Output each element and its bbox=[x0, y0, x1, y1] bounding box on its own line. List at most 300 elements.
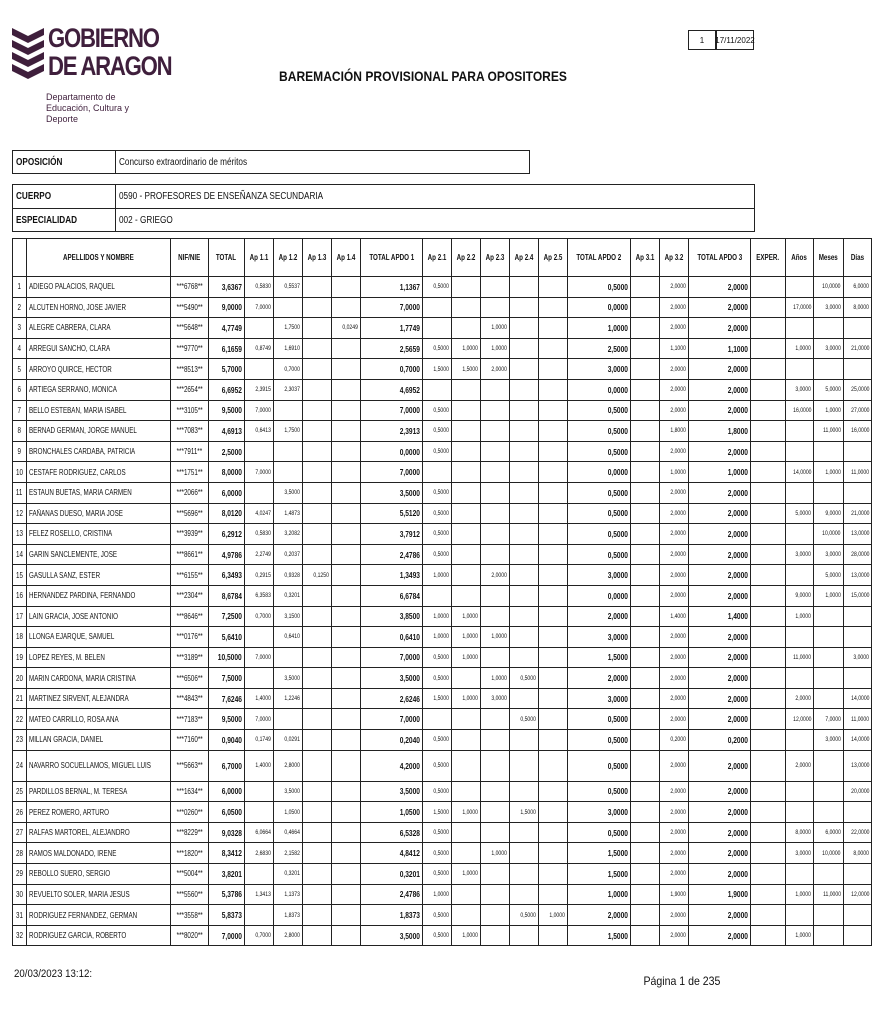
table-cell: 6,0000 bbox=[208, 781, 244, 802]
table-cell bbox=[273, 647, 302, 668]
name-cell: RAMOS MALDONADO, IRENE bbox=[26, 843, 170, 864]
table-cell: 2,0000 bbox=[688, 503, 751, 524]
table-cell: ***5696** bbox=[170, 503, 208, 524]
table-cell: 1,0000 bbox=[481, 318, 510, 339]
table-cell: 0,0249 bbox=[331, 318, 360, 339]
table-cell bbox=[244, 627, 273, 648]
table-cell: 2,0000 bbox=[688, 544, 751, 565]
table-cell bbox=[510, 750, 539, 781]
table-cell: 1,4873 bbox=[273, 503, 302, 524]
table-cell: 0,5000 bbox=[568, 421, 631, 442]
table-cell: 2,8000 bbox=[273, 750, 302, 781]
table-cell bbox=[302, 864, 331, 885]
table-cell bbox=[630, 668, 659, 689]
table-cell bbox=[331, 359, 360, 380]
table-cell: 3,0000 bbox=[814, 544, 843, 565]
table-cell: 5,0000 bbox=[814, 565, 843, 586]
row-index-cell: 9 bbox=[13, 441, 27, 462]
table-cell bbox=[302, 606, 331, 627]
table-cell: 1,0000 bbox=[659, 462, 688, 483]
table-cell bbox=[302, 277, 331, 298]
table-cell bbox=[423, 709, 452, 730]
table-cell: ***1820** bbox=[170, 843, 208, 864]
table-cell: 3,0000 bbox=[568, 627, 631, 648]
table-cell bbox=[481, 802, 510, 823]
table-row bbox=[13, 843, 872, 864]
row-index-cell: 12 bbox=[13, 503, 27, 524]
table-cell bbox=[244, 318, 273, 339]
table-cell: 0,5000 bbox=[568, 277, 631, 298]
table-cell bbox=[331, 688, 360, 709]
table-cell: 14,0000 bbox=[785, 462, 814, 483]
table-cell bbox=[539, 627, 568, 648]
table-cell: 3,5000 bbox=[273, 781, 302, 802]
table-cell bbox=[539, 750, 568, 781]
table-cell bbox=[273, 297, 302, 318]
table-cell: 2,0000 bbox=[659, 441, 688, 462]
table-cell bbox=[539, 822, 568, 843]
row-index-cell: 14 bbox=[13, 544, 27, 565]
table-cell: 2,0000 bbox=[481, 565, 510, 586]
table-cell: 0,5000 bbox=[568, 524, 631, 545]
table-cell: 1,0000 bbox=[481, 627, 510, 648]
table-cell: 22,0000 bbox=[843, 822, 872, 843]
table-cell: 0,5000 bbox=[568, 544, 631, 565]
table-cell bbox=[751, 297, 785, 318]
table-cell bbox=[302, 379, 331, 400]
column-header bbox=[13, 239, 27, 277]
table-cell: ***6155** bbox=[170, 565, 208, 586]
table-cell bbox=[331, 750, 360, 781]
table-cell bbox=[785, 318, 814, 339]
table-cell: ***7183** bbox=[170, 709, 208, 730]
table-cell bbox=[331, 544, 360, 565]
table-cell bbox=[630, 524, 659, 545]
table-cell bbox=[452, 297, 481, 318]
row-index-cell: 25 bbox=[13, 781, 27, 802]
table-cell: ***5663** bbox=[170, 750, 208, 781]
table-cell: 3,7912 bbox=[360, 524, 423, 545]
table-cell: 2,0000 bbox=[659, 802, 688, 823]
table-cell bbox=[751, 884, 785, 905]
table-cell: 3,0000 bbox=[785, 379, 814, 400]
table-cell: 2,0000 bbox=[659, 925, 688, 946]
table-cell bbox=[510, 565, 539, 586]
table-cell: 2,0000 bbox=[659, 750, 688, 781]
name-cell: HERNANDEZ PARDINA, FERNANDO bbox=[26, 585, 170, 606]
table-cell: 1,5000 bbox=[568, 843, 631, 864]
table-cell: 2,0000 bbox=[688, 627, 751, 648]
table-cell: 0,7000 bbox=[244, 606, 273, 627]
table-cell: 2,0000 bbox=[785, 688, 814, 709]
table-cell bbox=[843, 606, 872, 627]
table-cell bbox=[630, 802, 659, 823]
table-cell bbox=[510, 379, 539, 400]
table-cell bbox=[510, 544, 539, 565]
table-cell: 2,0000 bbox=[688, 822, 751, 843]
column-header: Días bbox=[843, 239, 872, 277]
table-cell: ***1634** bbox=[170, 781, 208, 802]
table-cell bbox=[539, 544, 568, 565]
table-cell: 0,5537 bbox=[273, 277, 302, 298]
table-cell: 0,5000 bbox=[423, 421, 452, 442]
table-cell bbox=[751, 544, 785, 565]
name-cell: ESTAUN BUETAS, MARIA CARMEN bbox=[26, 482, 170, 503]
table-cell: 0,5000 bbox=[423, 750, 452, 781]
baremacion-table bbox=[12, 238, 872, 946]
name-cell: ARTIEGA SERRANO, MONICA bbox=[26, 379, 170, 400]
table-cell bbox=[423, 297, 452, 318]
table-cell: 0,5000 bbox=[423, 482, 452, 503]
table-cell: 8,0000 bbox=[843, 843, 872, 864]
column-header: TOTAL APDO 1 bbox=[360, 239, 423, 277]
table-cell bbox=[751, 359, 785, 380]
table-cell bbox=[751, 400, 785, 421]
table-cell bbox=[302, 688, 331, 709]
column-header: TOTAL bbox=[208, 239, 244, 277]
column-header: NIF/NIE bbox=[170, 239, 208, 277]
name-cell: ARREGUI SANCHO, CLARA bbox=[26, 338, 170, 359]
table-cell bbox=[452, 482, 481, 503]
table-cell: 1,4000 bbox=[659, 606, 688, 627]
table-cell: 0,5830 bbox=[244, 277, 273, 298]
logo-text-gobierno: GOBIERNO bbox=[48, 23, 159, 53]
table-cell bbox=[630, 585, 659, 606]
table-cell: 14,0000 bbox=[843, 688, 872, 709]
table-cell: 5,8373 bbox=[208, 905, 244, 926]
table-cell: 0,8749 bbox=[244, 338, 273, 359]
table-cell: 2,0000 bbox=[568, 668, 631, 689]
row-index-cell: 28 bbox=[13, 843, 27, 864]
table-cell bbox=[751, 441, 785, 462]
table-cell: 2,0000 bbox=[659, 565, 688, 586]
table-cell bbox=[630, 905, 659, 926]
name-cell: GASULLA SANZ, ESTER bbox=[26, 565, 170, 586]
table-cell bbox=[452, 781, 481, 802]
table-cell bbox=[785, 277, 814, 298]
table-cell: 3,0000 bbox=[568, 359, 631, 380]
table-cell: ***8020** bbox=[170, 925, 208, 946]
table-cell bbox=[331, 524, 360, 545]
table-cell bbox=[843, 318, 872, 339]
table-cell: 0,5000 bbox=[568, 781, 631, 802]
table-row bbox=[13, 359, 872, 380]
table-cell bbox=[302, 730, 331, 751]
table-cell: 3,0000 bbox=[814, 338, 843, 359]
table-cell: 11,0000 bbox=[843, 709, 872, 730]
table-row bbox=[13, 400, 872, 421]
table-cell: 5,6410 bbox=[208, 627, 244, 648]
table-cell bbox=[244, 482, 273, 503]
table-cell: 2,0000 bbox=[688, 318, 751, 339]
table-cell bbox=[751, 647, 785, 668]
table-cell bbox=[630, 864, 659, 885]
table-cell: 1,0000 bbox=[539, 905, 568, 926]
table-cell bbox=[481, 925, 510, 946]
table-cell bbox=[452, 843, 481, 864]
table-cell bbox=[814, 781, 843, 802]
table-cell: 1,0000 bbox=[785, 884, 814, 905]
table-cell: 2,0000 bbox=[688, 524, 751, 545]
table-cell: 10,0000 bbox=[814, 843, 843, 864]
table-cell bbox=[630, 277, 659, 298]
table-cell: 7,0000 bbox=[244, 400, 273, 421]
table-cell bbox=[302, 709, 331, 730]
table-cell: 7,0000 bbox=[360, 400, 423, 421]
table-cell: 3,0000 bbox=[814, 297, 843, 318]
table-cell: 8,6784 bbox=[208, 585, 244, 606]
table-cell: 9,0000 bbox=[785, 585, 814, 606]
table-cell: 0,0000 bbox=[360, 441, 423, 462]
table-cell: 2,0000 bbox=[659, 400, 688, 421]
table-cell bbox=[331, 277, 360, 298]
name-cell: ADIEGO PALACIOS, RAQUEL bbox=[26, 277, 170, 298]
table-cell: 28,0000 bbox=[843, 544, 872, 565]
table-cell bbox=[302, 482, 331, 503]
table-cell bbox=[510, 524, 539, 545]
logo-department: Departamento de Educación, Cultura y Deporte bbox=[46, 92, 130, 124]
table-cell bbox=[331, 709, 360, 730]
table-cell bbox=[331, 400, 360, 421]
table-cell bbox=[539, 884, 568, 905]
footer-timestamp: 20/03/2023 13:12: bbox=[14, 968, 93, 980]
table-cell: 1,5000 bbox=[452, 359, 481, 380]
table-cell: 2,0000 bbox=[659, 318, 688, 339]
column-header: Ap 2.1 bbox=[423, 239, 452, 277]
table-cell bbox=[630, 503, 659, 524]
table-cell: 1,2246 bbox=[273, 688, 302, 709]
table-cell: 1,3493 bbox=[360, 565, 423, 586]
table-cell bbox=[751, 802, 785, 823]
table-cell: 1,9000 bbox=[688, 884, 751, 905]
table-cell bbox=[751, 905, 785, 926]
table-cell: 1,8373 bbox=[273, 905, 302, 926]
table-cell bbox=[481, 730, 510, 751]
table-cell bbox=[751, 565, 785, 586]
table-cell bbox=[331, 627, 360, 648]
table-cell: ***8229** bbox=[170, 822, 208, 843]
table-row bbox=[13, 297, 872, 318]
table-cell bbox=[843, 864, 872, 885]
table-cell: ***1751** bbox=[170, 462, 208, 483]
table-cell bbox=[302, 843, 331, 864]
table-cell: 1,0000 bbox=[452, 606, 481, 627]
table-cell: ***4843** bbox=[170, 688, 208, 709]
table-cell: 0,5000 bbox=[568, 503, 631, 524]
table-cell bbox=[510, 482, 539, 503]
table-cell: 0,2040 bbox=[360, 730, 423, 751]
table-cell bbox=[539, 925, 568, 946]
table-row bbox=[13, 482, 872, 503]
table-cell bbox=[452, 668, 481, 689]
table-cell: 0,1749 bbox=[244, 730, 273, 751]
table-cell bbox=[481, 462, 510, 483]
table-cell bbox=[302, 668, 331, 689]
table-cell: 9,5000 bbox=[208, 709, 244, 730]
table-cell bbox=[539, 606, 568, 627]
table-cell: 2,0000 bbox=[688, 905, 751, 926]
table-cell bbox=[302, 524, 331, 545]
table-cell bbox=[331, 730, 360, 751]
table-cell: 4,2000 bbox=[360, 750, 423, 781]
table-cell: 0,7000 bbox=[273, 359, 302, 380]
table-cell bbox=[331, 441, 360, 462]
table-cell: 1,0000 bbox=[452, 647, 481, 668]
table-cell bbox=[302, 750, 331, 781]
table-cell bbox=[331, 606, 360, 627]
table-cell bbox=[785, 668, 814, 689]
table-cell bbox=[302, 338, 331, 359]
table-cell bbox=[751, 864, 785, 885]
table-row bbox=[13, 688, 872, 709]
table-cell: 1,0000 bbox=[568, 884, 631, 905]
table-cell bbox=[539, 297, 568, 318]
table-cell: 0,5000 bbox=[423, 781, 452, 802]
oposicion-value: Concurso extraordinario de méritos bbox=[119, 156, 248, 168]
table-cell: 0,3201 bbox=[360, 864, 423, 885]
table-row bbox=[13, 709, 872, 730]
table-cell: 2,0000 bbox=[688, 585, 751, 606]
table-cell bbox=[481, 781, 510, 802]
table-cell: 0,5000 bbox=[423, 647, 452, 668]
table-cell bbox=[751, 318, 785, 339]
table-cell bbox=[785, 482, 814, 503]
table-cell bbox=[510, 400, 539, 421]
table-cell: 4,8412 bbox=[360, 843, 423, 864]
name-cell: RALFAS MARTOREL, ALEJANDRO bbox=[26, 822, 170, 843]
table-cell bbox=[510, 925, 539, 946]
table-cell bbox=[452, 318, 481, 339]
row-index-cell: 15 bbox=[13, 565, 27, 586]
footer-page-count: Página 1 de 235 bbox=[643, 974, 720, 988]
table-cell bbox=[539, 338, 568, 359]
table-cell: 0,5000 bbox=[423, 524, 452, 545]
oposicion-box bbox=[12, 150, 530, 174]
table-cell: 27,0000 bbox=[843, 400, 872, 421]
table-cell bbox=[273, 441, 302, 462]
table-row bbox=[13, 277, 872, 298]
table-cell bbox=[452, 905, 481, 926]
table-cell bbox=[539, 277, 568, 298]
table-cell: 2,0000 bbox=[659, 668, 688, 689]
table-cell: 2,0000 bbox=[659, 544, 688, 565]
table-cell: 4,9786 bbox=[208, 544, 244, 565]
table-row bbox=[13, 421, 872, 442]
table-cell bbox=[751, 627, 785, 648]
table-cell: 0,0000 bbox=[568, 379, 631, 400]
table-cell: 16,0000 bbox=[843, 421, 872, 442]
table-cell: 1,4000 bbox=[688, 606, 751, 627]
table-cell bbox=[751, 482, 785, 503]
name-cell: BELLO ESTEBAN, MARIA ISABEL bbox=[26, 400, 170, 421]
table-cell: 6,6784 bbox=[360, 585, 423, 606]
column-header: Ap 1.4 bbox=[331, 239, 360, 277]
table-cell bbox=[814, 750, 843, 781]
table-cell: 7,0000 bbox=[360, 647, 423, 668]
name-cell: NAVARRO SOCUELLAMOS, MIGUEL LUIS bbox=[26, 750, 170, 781]
table-cell bbox=[539, 565, 568, 586]
table-cell bbox=[452, 277, 481, 298]
table-cell: 1,0500 bbox=[360, 802, 423, 823]
table-cell: 7,0000 bbox=[360, 297, 423, 318]
table-row bbox=[13, 822, 872, 843]
table-header-row bbox=[13, 239, 872, 277]
table-cell bbox=[751, 606, 785, 627]
table-cell bbox=[481, 297, 510, 318]
page-title: BAREMACIÓN PROVISIONAL PARA OPOSITORES bbox=[279, 68, 567, 84]
table-cell: 8,0000 bbox=[208, 462, 244, 483]
table-cell bbox=[273, 709, 302, 730]
table-cell: 6,1659 bbox=[208, 338, 244, 359]
table-cell: 21,0000 bbox=[843, 338, 872, 359]
table-cell bbox=[510, 606, 539, 627]
table-cell bbox=[751, 338, 785, 359]
table-cell: 9,0328 bbox=[208, 822, 244, 843]
table-cell bbox=[273, 400, 302, 421]
table-cell: 2,2749 bbox=[244, 544, 273, 565]
table-cell bbox=[539, 802, 568, 823]
column-header: Ap 1.1 bbox=[244, 239, 273, 277]
table-cell: 8,0120 bbox=[208, 503, 244, 524]
table-cell bbox=[331, 781, 360, 802]
table-cell: 1,0000 bbox=[481, 843, 510, 864]
table-cell bbox=[510, 688, 539, 709]
table-row bbox=[13, 864, 872, 885]
table-cell bbox=[814, 482, 843, 503]
table-cell bbox=[331, 379, 360, 400]
table-cell: 1,7749 bbox=[360, 318, 423, 339]
table-cell bbox=[481, 864, 510, 885]
row-index-cell: 27 bbox=[13, 822, 27, 843]
table-row bbox=[13, 565, 872, 586]
table-cell: 6,3583 bbox=[244, 585, 273, 606]
name-cell: RODRIGUEZ GARCIA, ROBERTO bbox=[26, 925, 170, 946]
column-header: Años bbox=[785, 239, 814, 277]
table-cell bbox=[751, 925, 785, 946]
row-index-cell: 8 bbox=[13, 421, 27, 442]
table-cell bbox=[751, 843, 785, 864]
table-cell: 1,5000 bbox=[568, 925, 631, 946]
table-cell: 0,5000 bbox=[423, 441, 452, 462]
table-cell bbox=[843, 359, 872, 380]
table-cell: 3,0000 bbox=[568, 802, 631, 823]
table-cell bbox=[785, 524, 814, 545]
table-cell: 11,0000 bbox=[843, 462, 872, 483]
table-cell: 0,7000 bbox=[360, 359, 423, 380]
table-cell: 1,8000 bbox=[688, 421, 751, 442]
table-cell: 1,0000 bbox=[452, 688, 481, 709]
table-cell bbox=[481, 647, 510, 668]
table-cell: 3,0000 bbox=[785, 843, 814, 864]
table-cell bbox=[481, 400, 510, 421]
table-cell: 7,2500 bbox=[208, 606, 244, 627]
table-cell: 25,0000 bbox=[843, 379, 872, 400]
row-index-cell: 31 bbox=[13, 905, 27, 926]
table-cell: 17,0000 bbox=[785, 297, 814, 318]
table-row bbox=[13, 802, 872, 823]
table-cell bbox=[843, 627, 872, 648]
table-cell: 1,0000 bbox=[423, 884, 452, 905]
table-cell: 16,0000 bbox=[785, 400, 814, 421]
table-cell: 2,0000 bbox=[688, 802, 751, 823]
table-cell: 1,0000 bbox=[481, 668, 510, 689]
table-row bbox=[13, 318, 872, 339]
table-row bbox=[13, 524, 872, 545]
table-cell bbox=[244, 864, 273, 885]
row-index-cell: 30 bbox=[13, 884, 27, 905]
table-cell bbox=[751, 277, 785, 298]
table-cell: 3,0000 bbox=[568, 565, 631, 586]
